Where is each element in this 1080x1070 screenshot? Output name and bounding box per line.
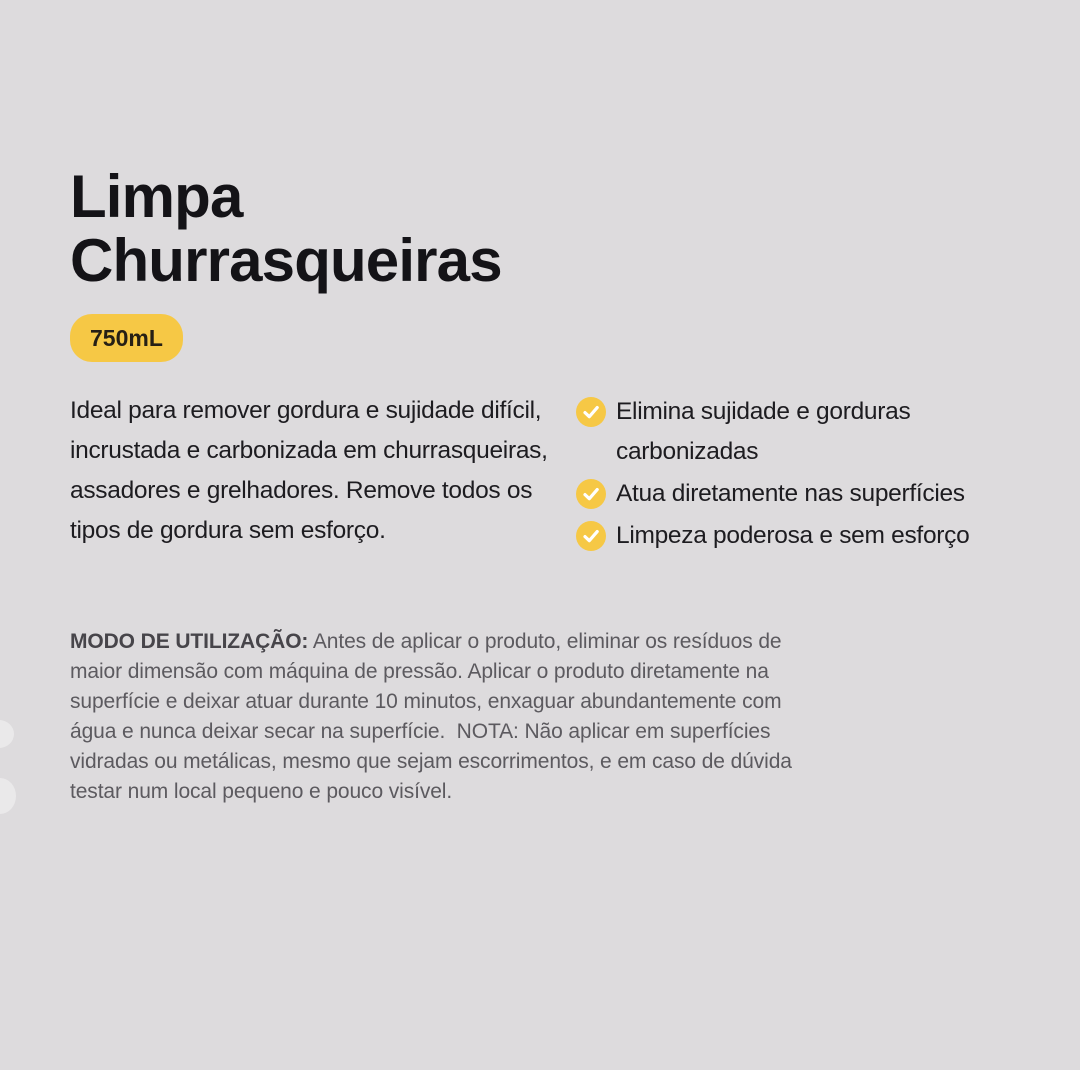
benefit-item [576, 474, 1016, 514]
check-circle-icon [576, 397, 606, 427]
product-title: Limpa Churrasqueiras [70, 163, 502, 294]
benefit-label: Limpeza poderosa e sem esforço [616, 522, 970, 549]
benefit-label: Atua diretamente nas superfícies [616, 480, 965, 507]
edge-highlight-shape [0, 778, 16, 814]
usage-label: MODO DE UTILIZAÇÃO: [70, 630, 309, 653]
check-circle-icon [576, 521, 606, 551]
edge-highlight-shape [0, 720, 14, 748]
benefit-item [576, 516, 1016, 556]
check-circle-icon [576, 479, 606, 509]
usage-instructions [70, 627, 810, 807]
benefits-list [576, 392, 1016, 558]
product-description: Ideal para remover gordura e sujidade difícil, incrustada e carbonizada em churrasqueiras, assadores e grelhadores. Remove todos os tipos de gordura sem esforço. [70, 397, 548, 544]
benefit-label: Elimina sujidade e gorduras carbonizadas [616, 398, 911, 465]
benefit-item [576, 392, 1016, 472]
usage-text: Antes de aplicar o produto, eliminar os resíduos de maior dimensão com máquina de pressão. Aplicar o produto diretamente na superfície e deixar atuar durante 10 minutos, enxaguar abundantemente com água e nunca deixar secar na superfície. NOTA: Não aplicar em superfícies vidradas ou metálicas, mesmo que sejam escorrimentos, e em caso de dúvida testar num local pequeno e pouco visível. [70, 630, 798, 803]
volume-badge: 750mL [70, 314, 183, 362]
